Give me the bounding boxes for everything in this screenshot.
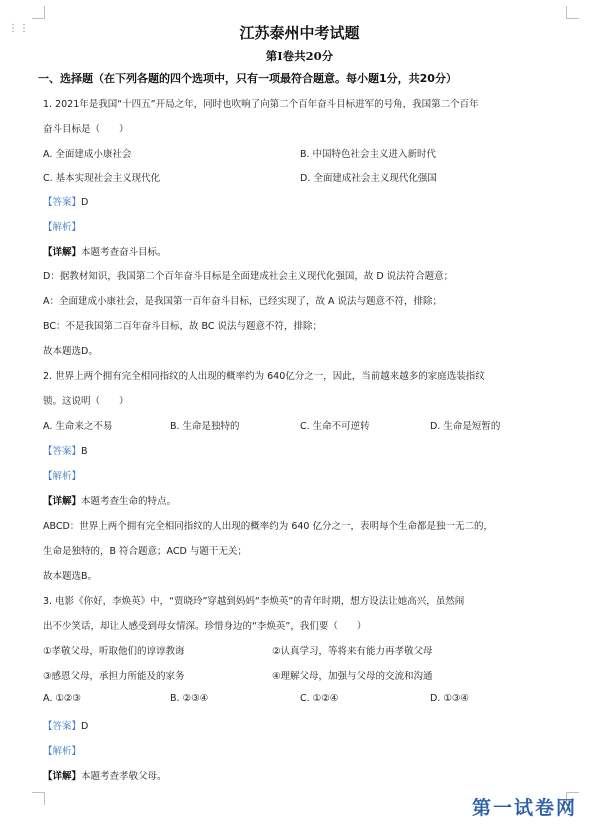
question-3-stem: 出不少笑话，却让人感受到母女情深。珍惜身边的“李焕英”，我们要（ ） xyxy=(43,621,367,632)
question-3-analysis xyxy=(43,743,81,757)
page-corner-mark xyxy=(32,792,45,805)
question-1-detail xyxy=(43,244,167,258)
section-heading: 一、选择题（在下列各题的四个选项中，只有一项最符合题意。每小题1分，共20分） xyxy=(38,72,457,85)
detail-text: 本题考查孝敬父母。 xyxy=(81,771,167,782)
page-corner-mark xyxy=(32,6,45,19)
document-subtitle: 第Ⅰ卷共20分 xyxy=(265,49,334,63)
question-1-option-d: D. 全面建成社会主义现代化强国 xyxy=(300,173,437,184)
explanation-line: A：全面建成小康社会，是我国第一百年奋斗目标，已经实现了，故 A 说法与题意不符，排除； xyxy=(43,296,443,307)
answer-tag: 【答案】 xyxy=(43,721,82,732)
question-3-option-c: C. ①②④ xyxy=(300,693,339,704)
question-3-item-1: ①孝敬父母，听取他们的谆谆教诲 xyxy=(43,646,185,657)
question-2-option-c: C. 生命不可逆转 xyxy=(300,421,370,432)
question-2-detail xyxy=(43,493,176,507)
detail-text: 本题考查奋斗目标。 xyxy=(81,247,167,258)
explanation-line: 故本题选B。 xyxy=(43,571,98,582)
explanation-line: 生命是独特的，B 符合题意；ACD 与题干无关； xyxy=(43,546,247,557)
question-1-option-c: C. 基本实现社会主义现代化 xyxy=(43,173,161,184)
question-3-stem: 3. 电影《你好，李焕英》中，“贾晓玲”穿越到妈妈“李焕英”的青年时期，想方设法让她高兴，虽然闹 xyxy=(43,596,465,607)
analysis-tag: 【解析】 xyxy=(43,222,82,233)
answer-value: B xyxy=(81,446,88,457)
question-2-analysis xyxy=(43,468,81,482)
question-2-stem: 2. 世界上两个拥有完全相同指纹的人出现的概率约为 640亿分之一，因此，当前越来越多的家庭选装指纹 xyxy=(43,371,485,382)
question-2-option-b: B. 生命是独特的 xyxy=(170,421,240,432)
question-1-answer xyxy=(43,194,88,208)
explanation-line: BC：不是我国第二百年奋斗目标，故 BC 说法与题意不符，排除； xyxy=(43,321,323,332)
question-2-stem: 锁。这说明（ ） xyxy=(43,396,129,407)
answer-tag: 【答案】 xyxy=(43,197,82,208)
detail-tag: 【详解】 xyxy=(43,247,82,258)
detail-tag: 【详解】 xyxy=(43,771,82,782)
drag-handle-icon[interactable]: ⋮⋮ xyxy=(8,23,30,34)
question-3-item-3: ③感恩父母，承担力所能及的家务 xyxy=(43,671,185,682)
question-1-stem: 奋斗目标是（ ） xyxy=(43,124,129,135)
question-3-answer xyxy=(43,718,88,732)
answer-tag: 【答案】 xyxy=(43,446,82,457)
page-corner-mark xyxy=(566,6,579,19)
question-2-answer xyxy=(43,443,88,457)
question-3-option-a: A. ①②③ xyxy=(43,693,81,704)
analysis-tag: 【解析】 xyxy=(43,471,82,482)
watermark-logo: 第一试卷网 xyxy=(472,797,578,819)
question-1-analysis xyxy=(43,219,81,233)
answer-value: D xyxy=(81,721,89,732)
question-2-option-a: A. 生命来之不易 xyxy=(43,421,113,432)
question-3-item-4: ④理解父母，加强与父母的交流和沟通 xyxy=(272,671,433,682)
explanation-line: 故本题选D。 xyxy=(43,346,98,357)
question-3-detail xyxy=(43,768,167,782)
question-3-option-b: B. ②③④ xyxy=(170,693,209,704)
analysis-tag: 【解析】 xyxy=(43,746,82,757)
question-1-stem: 1. 2021年是我国“十四五”开局之年，同时也吹响了向第二个百年奋斗目标进军的号角，我国第二个百年 xyxy=(43,99,479,110)
explanation-line: D：据教材知识，我国第二个百年奋斗目标是全面建成社会主义现代化强国，故 D 说法符合题意； xyxy=(43,271,454,282)
answer-value: D xyxy=(81,197,89,208)
question-1-option-b: B. 中国特色社会主义进入新时代 xyxy=(300,149,437,160)
detail-tag: 【详解】 xyxy=(43,496,82,507)
question-2-option-d: D. 生命是短暂的 xyxy=(430,421,501,432)
question-3-option-d: D. ①③④ xyxy=(430,693,469,704)
question-1-option-a: A. 全面建成小康社会 xyxy=(43,149,132,160)
question-3-item-2: ②认真学习，等将来有能力再孝敬父母 xyxy=(272,646,433,657)
detail-text: 本题考查生命的特点。 xyxy=(81,496,177,507)
document-title: 江苏泰州中考试题 xyxy=(239,24,360,42)
explanation-line: ABCD：世界上两个拥有完全相同指纹的人出现的概率约为 640 亿分之一，表明每个生命都是独一无二的， xyxy=(43,521,493,532)
